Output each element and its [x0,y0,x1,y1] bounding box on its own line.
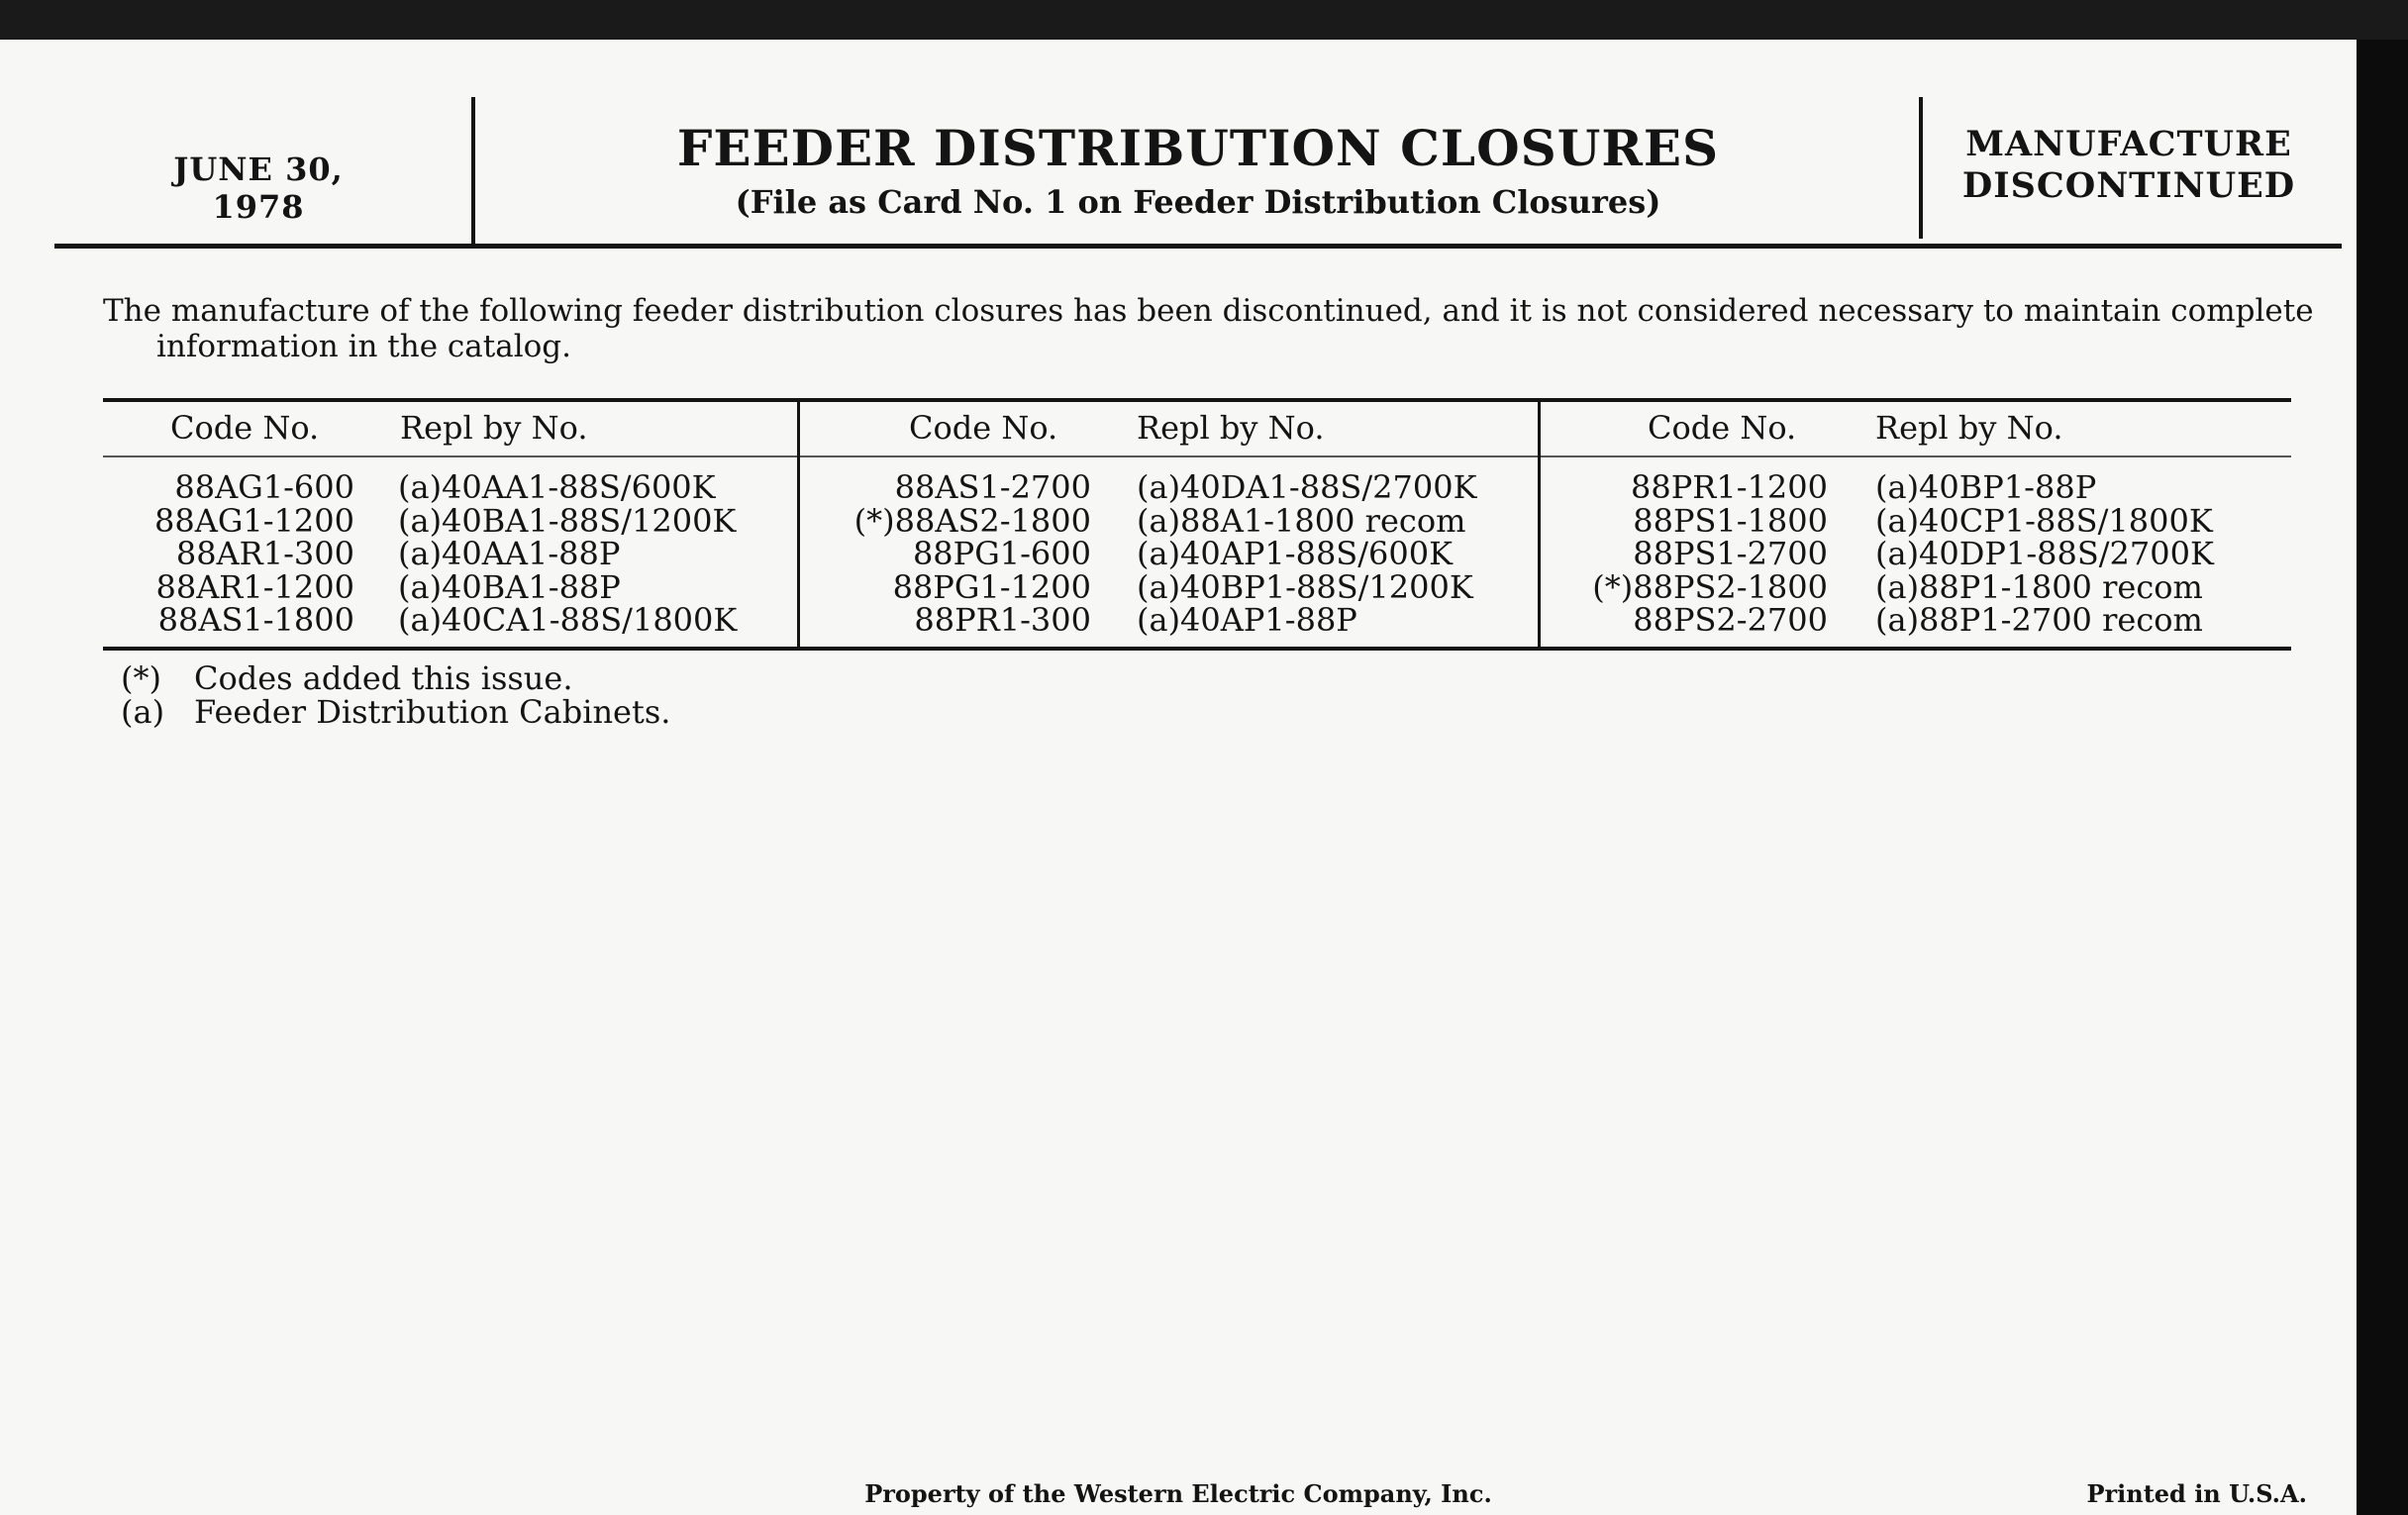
code-cell: 88PR1-300 [914,601,1091,639]
code-cell: (*)88PS2-1800 [1592,567,1828,606]
repl-cell: (a)88A1-1800 recom [1137,501,1466,540]
code-cell: 88PS1-1800 [1633,501,1828,540]
repl-cell: (a)40CA1-88S/1800K [398,601,738,639]
repl-cell: (a)40DA1-88S/2700K [1137,468,1477,506]
footnote-text: Codes added this issue. [194,659,573,697]
scan-edge [2357,40,2408,1515]
intro-paragraph: The manufacture of the following feeder distribution closures has been discontinued, and it is not considered necessary to maintain complete information in the catalog. [103,293,2314,364]
code-cell: 88AS1-1800 [157,601,354,639]
repl-cell: (a)40AP1-88S/600K [1137,535,1453,572]
catalog-card [0,40,2357,1515]
issue-date: JUNE 30, 1978 [173,151,344,226]
code-cell: 88AR1-1200 [155,567,354,606]
footnote [121,661,670,695]
code-cell: 88AG1-600 [174,468,354,506]
code-cell: 88PS1-2700 [1633,535,1828,572]
code-cell: 88PS2-2700 [1633,601,1828,639]
table-bottom-rule [103,647,2291,651]
code-cell: 88AS1-2700 [894,468,1091,506]
repl-column-header: Repl by No. [1137,409,1325,447]
code-column-header: Code No. [170,409,320,447]
table-divider-2 [1538,401,1541,651]
footnote-mark: (a) [121,693,165,731]
repl-cell: (a)40AA1-88S/600K [398,468,716,506]
repl-cell: (a)40DP1-88S/2700K [1875,535,2214,572]
footnotes [121,661,670,729]
repl-column-header: Repl by No. [1875,409,2063,447]
repl-cell: (a)40BA1-88S/1200K [398,501,737,540]
table-divider-1 [797,401,800,651]
status-line-1: MANUFACTURE [1965,124,2292,164]
printed-notice: Printed in U.S.A. [2086,1479,2307,1508]
code-cell: (*)88AS2-1800 [853,501,1091,540]
repl-cell: (a)40BP1-88S/1200K [1137,567,1473,606]
code-list [822,468,1091,639]
repl-column-header: Repl by No. [400,409,588,447]
property-notice: Property of the Western Electric Company, Inc. [864,1479,1492,1508]
repl-list [1137,468,1533,639]
code-cell: 88AG1-1200 [154,501,354,540]
table-header-rule [103,455,2291,457]
table-top-rule [103,398,2291,402]
page-title: FEEDER DISTRIBUTION CLOSURES [676,119,1720,177]
code-cell: 88PG1-1200 [892,567,1091,606]
repl-cell: (a)40AA1-88P [398,535,621,572]
status-line-2: DISCONTINUED [1961,165,2296,206]
repl-cell: (a)88P1-2700 recom [1875,601,2203,639]
code-cell: 88AR1-300 [175,535,354,572]
footnote [121,695,670,729]
repl-cell: (a)40BA1-88P [398,567,621,606]
code-list [139,468,354,639]
code-cell: 88PG1-600 [912,535,1091,572]
code-cell: 88PR1-1200 [1631,468,1828,506]
code-column-header: Code No. [909,409,1058,447]
repl-cell: (a)88P1-1800 recom [1875,567,2203,606]
repl-list [398,468,789,639]
repl-cell: (a)40AP1-88P [1137,601,1357,639]
header-rule [54,244,2342,249]
footnote-mark: (*) [121,659,161,697]
repl-cell: (a)40CP1-88S/1800K [1875,501,2213,540]
code-column-header: Code No. [1648,409,1797,447]
repl-cell: (a)40BP1-88P [1875,468,2097,506]
header-divider-right [1919,97,1923,239]
page-subtitle: (File as Card No. 1 on Feeder Distribution Closures) [735,183,1661,221]
footnote-text: Feeder Distribution Cabinets. [194,693,671,731]
status-label [1931,124,2327,207]
repl-list [1875,468,2291,639]
code-list [1560,468,1828,639]
